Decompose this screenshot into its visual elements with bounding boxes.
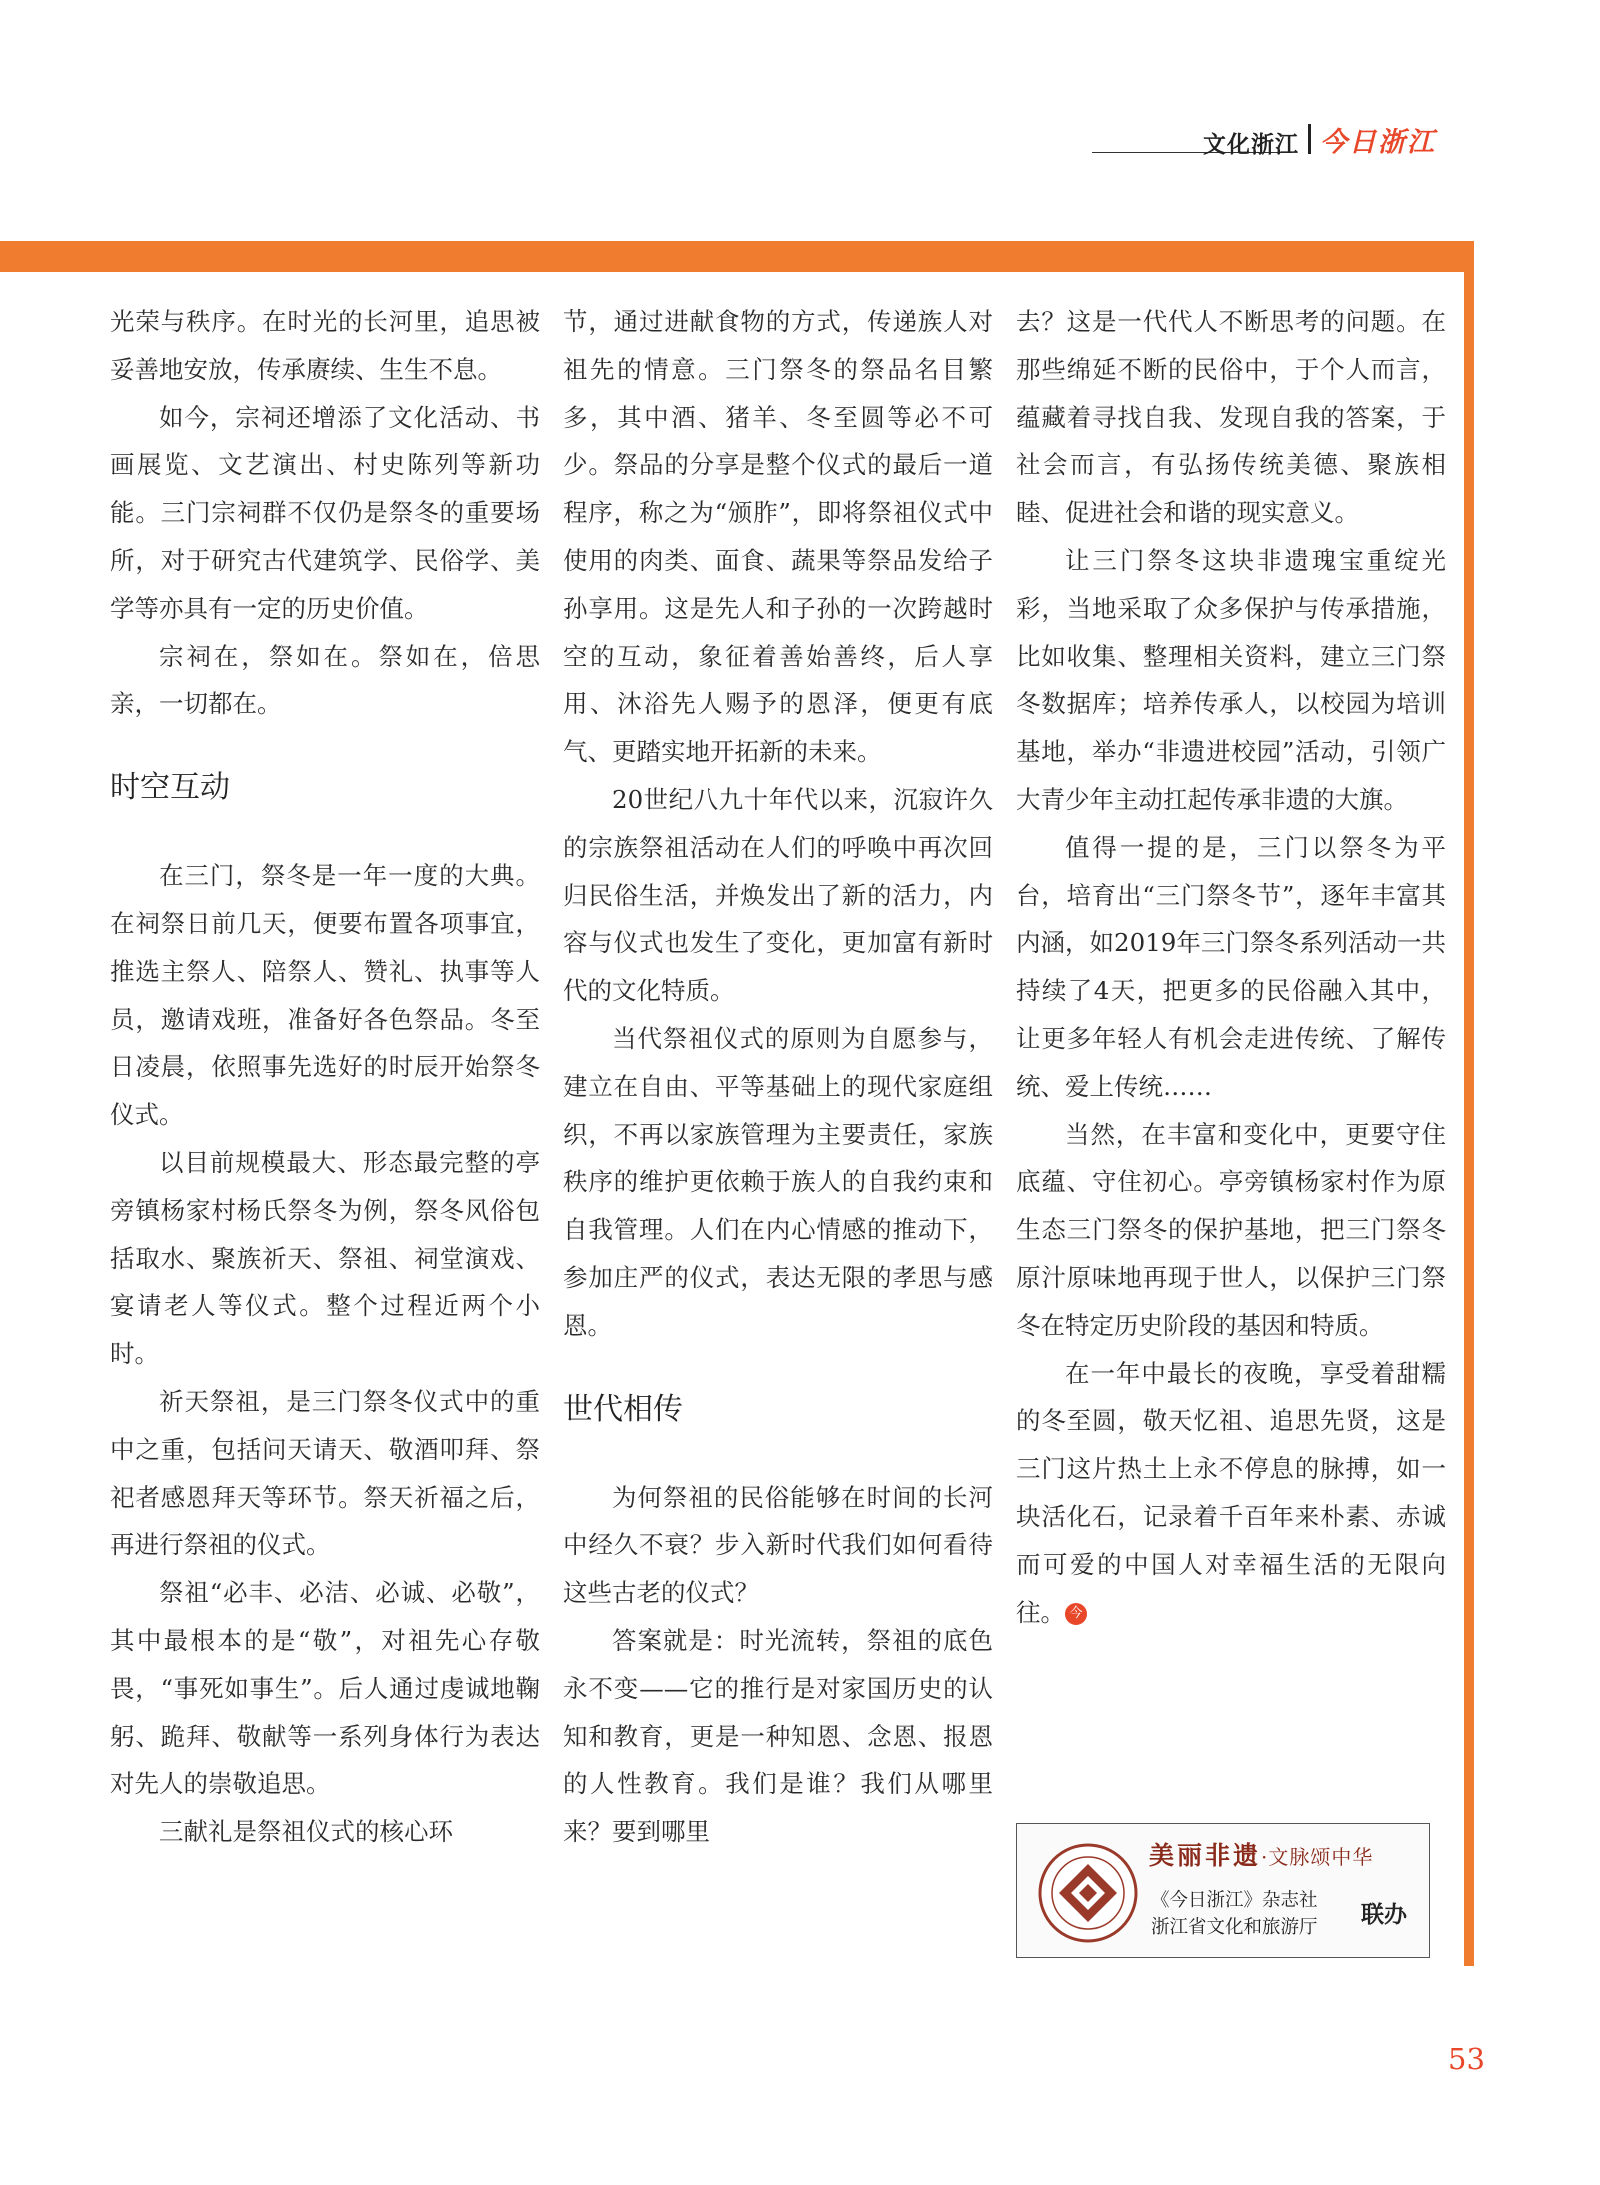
paragraph: 去？这是一代代人不断思考的问题。在那些绵延不断的民俗中，于个人而言，蕴藏着寻找自我、发现自我的答案，于社会而言，有弘扬传统美德、聚族相睦、促进社会和谐的现实意义。	[1016, 307, 1446, 528]
paragraph: 祭祖“必丰、必洁、必诚、必敬”，其中最根本的是“敬”，对祖先心存敬畏，“事死如事生”。后人通过虔诚地鞠躬、跪拜、敬献等一系列身体行为表达对先人的崇敬追思。	[110, 1578, 540, 1799]
column-1	[110, 298, 540, 1856]
orange-side-bar	[1464, 241, 1474, 1966]
column-2	[563, 298, 993, 1856]
paragraph: 光荣与秩序。在时光的长河里，追思被妥善地安放，传承赓续、生生不息。	[110, 307, 540, 384]
paragraph: 让三门祭冬这块非遗瑰宝重绽光彩，当地采取了众多保护与传承措施，比如收集、整理相关资料，建立三门祭冬数据库；培养传承人，以校园为培训基地，举办“非遗进校园”活动，引领广大青少年主动扛起传承非遗的大旗。	[1016, 545, 1446, 814]
paragraph: 节，通过进献食物的方式，传递族人对祖先的情意。三门祭冬的祭品名目繁多，其中酒、猪羊、冬至圆等必不可少。祭品的分享是整个仪式的最后一道程序，称之为“颁胙”，即将祭祖仪式中使用的肉类、面食、蔬果等祭品发给子孙享用。这是先人和子孙的一次跨越时空的互动，象征着善始善终，后人享用、沐浴先人赐予的恩泽，便更有底气、更踏实地开拓新的未来。	[563, 307, 993, 767]
section-heading: 时空互动	[110, 770, 230, 806]
paragraph: 三献礼是祭祖仪式的核心环	[159, 1817, 453, 1847]
banner-org-magazine: 《今日浙江》杂志社	[1151, 1890, 1318, 1911]
paragraph: 当代祭祖仪式的原则为自愿参与，建立在自由、平等基础上的现代家庭组织，不再以家族管理为主要责任，家族秩序的维护更依赖于族人的自我约束和自我管理。人们在内心情感的推动下，参加庄严的仪式，表达无限的孝思与感恩。	[563, 1023, 993, 1340]
paragraph: 宗祠在，祭如在。祭如在，倍思亲，一切都在。	[110, 641, 540, 719]
paragraph: 答案就是：时光流转，祭祖的底色永不变——它的推行是对家国历史的认知和教育，更是一种知恩、念恩、报恩的人性教育。我们是谁？我们从哪里来？要到哪里	[563, 1625, 993, 1847]
paragraph: 在一年中最长的夜晚，享受着甜糯的冬至圆，敬天忆祖、追思先贤，这是三门这片热土上永不停息的脉搏，如一块活化石，记录着千百年来朴素、赤诚而可爱的中国人对幸福生活的无限向往。 今	[1016, 1358, 1446, 1627]
heritage-seal-icon	[1037, 1842, 1139, 1944]
magazine-logo: 今日浙江	[1320, 127, 1436, 158]
paragraph: 值得一提的是，三门以祭冬为平台，培育出“三门祭冬节”，逐年丰富其内涵，如2019年三门祭冬系列活动一共持续了4天，把更多的民俗融入其中，让更多年轻人有机会走进传统、了解传统、爱上传统……	[1016, 832, 1446, 1101]
paragraph: 当然，在丰富和变化中，更要守住底蕴、守住初心。亭旁镇杨家村作为原生态三门祭冬的保护基地，把三门祭冬原汁原味地再现于世人，以保护三门祭冬在特定历史阶段的基因和特质。	[1016, 1119, 1446, 1340]
end-mark-icon: 今	[1065, 1603, 1087, 1625]
orange-top-bar	[0, 241, 1474, 272]
banner-title: 美丽非遗·文脉颂中华	[1149, 1841, 1374, 1870]
page-number: 53	[1448, 2042, 1485, 2076]
column-3	[1016, 298, 1446, 1636]
header-separator	[1308, 124, 1311, 154]
section-title: 文化浙江	[1203, 132, 1299, 158]
paragraph: 20世纪八九十年代以来，沉寂许久的宗族祭祖活动在人们的呼唤中再次回归民俗生活，并焕发出了新的活力，内容与仪式也发生了变化，更加富有新时代的文化特质。	[563, 784, 993, 1006]
banner-joint-label: 联办	[1361, 1902, 1407, 1928]
banner-org-department: 浙江省文化和旅游厅	[1151, 1917, 1318, 1938]
paragraph: 以目前规模最大、形态最完整的亭旁镇杨家村杨氏祭冬为例，祭冬风俗包括取水、聚族祈天、祭祖、祠堂演戏、宴请老人等仪式。整个过程近两个小时。	[110, 1147, 540, 1369]
heritage-banner	[1016, 1823, 1430, 1958]
paragraph: 祈天祭祖，是三门祭冬仪式中的重中之重，包括问天请天、敬酒叩拜、祭祀者感恩拜天等环节。祭天祈福之后，再进行祭祖的仪式。	[110, 1386, 540, 1560]
paragraph: 在三门，祭冬是一年一度的大典。在祠祭日前几天，便要布置各项事宜，推选主祭人、陪祭人、赞礼、执事等人员，邀请戏班，准备好各色祭品。冬至日凌晨，依照事先选好的时辰开始祭冬仪式。	[110, 861, 540, 1130]
paragraph: 如今，宗祠还增添了文化活动、书画展览、文艺演出、村史陈列等新功能。三门宗祠群不仅仍是祭冬的重要场所，对于研究古代建筑学、民俗学、美学等亦具有一定的历史价值。	[110, 402, 540, 623]
section-heading: 世代相传	[563, 1391, 683, 1427]
paragraph: 为何祭祖的民俗能够在时间的长河中经久不衰？步入新时代我们如何看待这些古老的仪式？	[563, 1482, 993, 1608]
